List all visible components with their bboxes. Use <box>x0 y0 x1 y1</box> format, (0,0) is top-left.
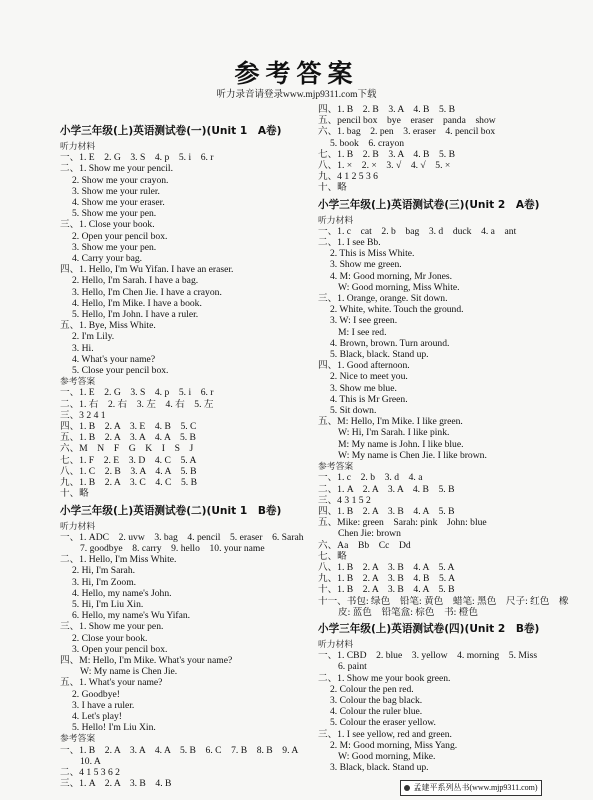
answer-line: 四、1. B 2. A 3. E 4. B 5. C <box>60 421 197 433</box>
answer-line: 九、4 1 2 5 3 6 <box>318 171 378 183</box>
answer-line: 五、1. B 2. A 3. A 4. A 5. B <box>60 432 196 444</box>
answer-line: 6. Hello, my name's Wu Yifan. <box>72 610 191 622</box>
answer-line: 一、1. E 2. G 3. S 4. p 5. i 6. r <box>60 152 214 164</box>
answer-line: 4. Colour the ruler blue. <box>330 706 423 718</box>
answer-line: 3. Colour the bag black. <box>330 694 423 706</box>
answer-line: 2. M: Good morning, Miss Yang. <box>330 739 458 751</box>
footer-text: 孟建平系列丛书(www.mjp9311.com) <box>413 783 538 792</box>
answer-line: 2. I'm Lily. <box>72 331 115 343</box>
answer-line: 二、1. Hello, I'm Miss White. <box>60 554 177 566</box>
answer-line: 2. Nice to meet you. <box>330 371 408 383</box>
answer-line: 3. Black, black. Stand up. <box>330 762 429 774</box>
answer-line: 2. This is Miss White. <box>330 248 415 260</box>
answer-line: 二、1. 右 2. 右 3. 左 4. 右 5. 左 <box>60 398 214 410</box>
answer-line: 3. Show me blue. <box>330 382 397 394</box>
answer-line: 十、略 <box>318 182 347 194</box>
answer-line: 10. A <box>80 755 101 767</box>
answer-line: 2. Hello, I'm Sarah. I have a bag. <box>72 275 199 287</box>
answer-line: 七、1. B 2. B 3. A 4. B 5. B <box>318 148 455 160</box>
section-title: 小学三年级(上)英语测试卷(二)(Unit 1 B卷) <box>60 504 282 517</box>
answer-line: 五、Mike: green Sarah: pink John: blue <box>318 517 487 529</box>
answer-line: 九、1. B 2. A 3. B 4. B 5. A <box>318 573 455 585</box>
answer-line: 5. Black, black. Stand up. <box>330 349 429 361</box>
answer-line: 3. Show me your pen. <box>72 241 157 253</box>
answer-line: 一、1. B 2. A 3. A 4. A 5. B 6. C 7. B 8. B 9. A <box>60 744 299 756</box>
answer-line: 二、1. A 2. A 3. A 4. B 5. B <box>318 483 455 495</box>
answer-line: 三、4 3 1 5 2 <box>318 494 371 506</box>
answer-line: 四、1. Good afternoon. <box>318 360 410 372</box>
answer-line: 2. Show me your crayon. <box>72 174 169 186</box>
answer-line: 4. Brown, brown. Turn around. <box>330 337 450 349</box>
answer-line: 三、3 2 4 1 <box>60 409 106 421</box>
answer-line: 4. Show me your eraser. <box>72 197 165 209</box>
answer-line: 5. Hello, I'm John. I have a ruler. <box>72 309 199 321</box>
answer-line: 三、1. Orange, orange. Sit down. <box>318 293 448 305</box>
answer-line: 一、1. CBD 2. blue 3. yellow 4. morning 5. Miss <box>318 650 538 662</box>
answer-line: M: I see red. <box>338 326 387 338</box>
answer-line: 八、1. B 2. A 3. B 4. A 5. A <box>318 561 455 573</box>
answer-line: 2. Close your book. <box>72 632 148 644</box>
subsection-label: 听力材料 <box>318 214 354 225</box>
answer-line: M: My name is John. I like blue. <box>338 438 464 450</box>
answer-line: W: Hi, I'm Sarah. I like pink. <box>338 427 450 439</box>
answer-line: 五、1. Bye, Miss White. <box>60 320 156 332</box>
section-title: 小学三年级(上)英语测试卷(三)(Unit 2 A卷) <box>318 198 540 211</box>
answer-line: 4. Carry your bag. <box>72 253 143 265</box>
answer-line: Chen Jie: brown <box>338 528 401 540</box>
section-title: 小学三年级(上)英语测试卷(四)(Unit 2 B卷) <box>318 622 540 635</box>
answer-line: 三、1. I see yellow, red and green. <box>318 728 452 740</box>
answer-line: 3. Hi. <box>72 342 94 354</box>
answer-line: 九、1. B 2. A 3. C 4. C 5. B <box>60 477 197 489</box>
answer-line: 五、1. What's your name? <box>60 677 163 689</box>
answer-line: 十一、书包: 绿色 铅笔: 黄色 蜡笔: 黑色 尺子: 红色 橡 <box>318 595 569 607</box>
answer-line: 四、1. Hello, I'm Wu Yifan. I have an eraser. <box>60 264 234 276</box>
answer-line: 三、1. Show me your pen. <box>60 621 164 633</box>
answer-line: 一、1. E 2. G 3. S 4. p 5. i 6. r <box>60 387 214 399</box>
answer-line: 三、1. Close your book. <box>60 219 155 231</box>
answer-line: 十、1. B 2. A 3. B 4. A 5. B <box>318 584 455 596</box>
answer-line: 4. Hello, I'm Mike. I have a book. <box>72 297 202 309</box>
subsection-label: 参考答案 <box>60 376 96 387</box>
answer-line: W: Good morning, Mike. <box>338 750 436 762</box>
answer-line: 四、1. B 2. A 3. B 4. A 5. B <box>318 505 455 517</box>
answer-line: 3. Hello, I'm Chen Jie. I have a crayon. <box>72 286 222 298</box>
bullet-icon <box>404 785 410 791</box>
answer-line: 一、1. c 2. b 3. d 4. a <box>318 472 423 484</box>
answer-line: 2. White, white. Touch the ground. <box>330 304 464 316</box>
answer-line: 3. Open your pencil box. <box>72 643 168 655</box>
left-column <box>60 120 315 789</box>
answer-line: 4. What's your name? <box>72 353 156 365</box>
answer-line: W: Good morning, Miss White. <box>338 281 460 293</box>
download-note: 听力录音请登录www.mjp9311.com下载 <box>216 90 377 100</box>
answer-line: 4. This is Mr Green. <box>330 393 408 405</box>
answer-line: 5. Hi, I'm Liu Xin. <box>72 598 144 610</box>
answer-line: 六、Aa Bb Cc Dd <box>318 539 411 551</box>
subsection-label: 参考答案 <box>318 461 354 472</box>
answer-line: 4. M: Good morning, Mr Jones. <box>330 270 453 282</box>
answer-line: 2. Colour the pen red. <box>330 683 414 695</box>
answer-line: 2. Goodbye! <box>72 688 120 700</box>
answer-line: W: My name is Chen Jie. <box>80 666 178 678</box>
answer-line: 五、pencil box bye eraser panda show <box>318 115 496 127</box>
answer-line: 五、M: Hello, I'm Mike. I like green. <box>318 416 463 428</box>
answer-line: 八、1. C 2. B 3. A 4. A 5. B <box>60 465 197 477</box>
page-title: 参考答案 <box>234 59 359 88</box>
answer-line: 六、1. bag 2. pen 3. eraser 4. pencil box <box>318 126 496 138</box>
answer-line: 5. Hello! I'm Liu Xin. <box>72 722 156 734</box>
answer-line: 二、4 1 5 3 6 2 <box>60 766 120 778</box>
answer-line: 2. Hi, I'm Sarah. <box>72 565 136 577</box>
answer-line: 4. Hello, my name's John. <box>72 587 172 599</box>
answer-line: 3. Hi, I'm Zoom. <box>72 576 137 588</box>
answer-line: 皮: 蓝色 铅笔盒: 棕色 书: 橙色 <box>338 606 478 618</box>
subsection-label: 参考答案 <box>60 733 96 744</box>
answer-line: 5. Close your pencil box. <box>72 365 169 377</box>
answer-line: 3. Show me green. <box>330 259 402 271</box>
answer-line: 5. Sit down. <box>330 405 377 417</box>
series-footer <box>400 780 542 796</box>
answer-line: 七、略 <box>318 550 347 562</box>
answer-line: W: My name is Chen Jie. I like brown. <box>338 449 487 461</box>
answer-line: 四、1. B 2. B 3. A 4. B 5. B <box>318 104 455 115</box>
answer-line: 七、1. F 2. E 3. D 4. C 5. A <box>60 454 197 466</box>
subsection-label: 听力材料 <box>318 638 354 649</box>
answer-line: 一、1. ADC 2. uvw 3. bag 4. pencil 5. eraser 6. Sarah <box>60 531 304 543</box>
answer-line: 二、1. I see Bb. <box>318 237 381 249</box>
answer-line: 四、M: Hello, I'm Mike. What's your name? <box>60 654 233 666</box>
subsection-label: 听力材料 <box>60 520 96 531</box>
answer-line: 4. Let's play! <box>72 710 122 722</box>
subsection-label: 听力材料 <box>60 141 96 151</box>
answer-line: 5. Show me your pen. <box>72 208 157 220</box>
answer-line: 5. book 6. crayon <box>330 137 405 149</box>
answer-line: 八、1. × 2. × 3. √ 4. √ 5. × <box>318 160 451 172</box>
right-column <box>318 104 583 773</box>
answer-line: 7. goodbye 8. carry 9. hello 10. your name <box>80 542 265 554</box>
answer-line: 3. Show me your ruler. <box>72 185 160 197</box>
section-title: 小学三年级(上)英语测试卷(一)(Unit 1 A卷) <box>60 125 282 137</box>
answer-line: 5. Colour the eraser yellow. <box>330 717 436 729</box>
answer-line: 3. W: I see green. <box>330 315 398 327</box>
answer-line: 2. Open your pencil box. <box>72 230 168 242</box>
answer-line: 二、1. Show me your book green. <box>318 672 451 684</box>
answer-line: 二、1. Show me your pencil. <box>60 163 173 175</box>
answer-line: 一、1. c cat 2. b bag 3. d duck 4. a ant <box>318 225 517 237</box>
answer-line: 三、1. A 2. A 3. B 4. B <box>60 778 172 790</box>
answer-line: 6. paint <box>338 661 367 673</box>
answer-line: 3. I have a ruler. <box>72 699 135 711</box>
answer-line: 十、略 <box>60 488 89 500</box>
answer-line: 六、M N F G K I S J <box>60 443 194 455</box>
